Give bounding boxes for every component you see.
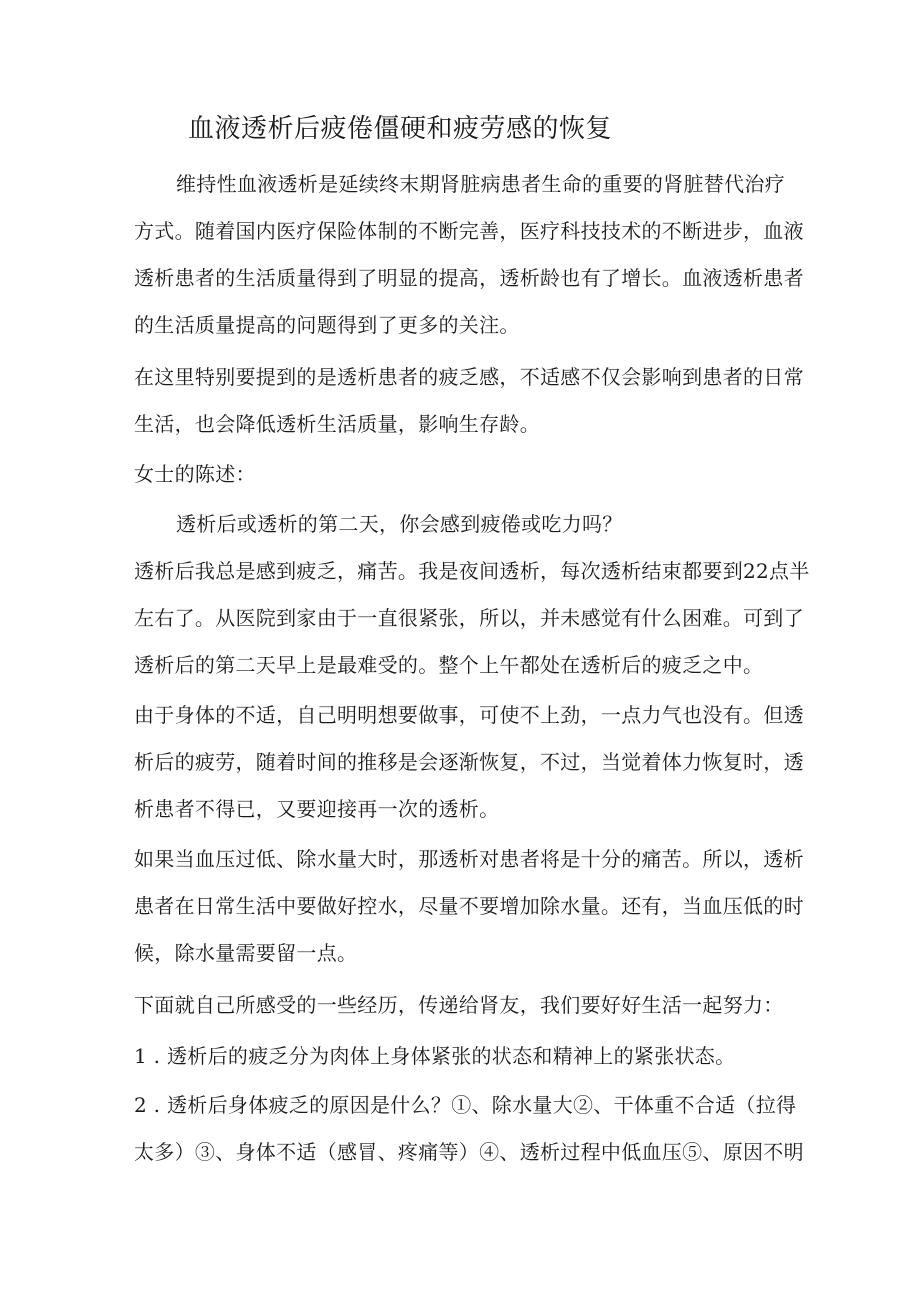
paragraph-line: 在这里特别要提到的是透析患者的疲乏感，不适感不仅会影响到患者的日常 [134, 365, 804, 389]
document-title: 血液透析后疲倦僵硬和疲劳感的恢复 [188, 114, 613, 144]
paragraph-line: 女士的陈述： [134, 462, 256, 486]
paragraph-line: 的生活质量提高的问题得到了更多的关注。 [134, 313, 520, 337]
paragraph-line: 下面就自己所感受的一些经历，传递给肾友，我们要好好生活一起努力： [134, 993, 784, 1017]
paragraph-line: 由于身体的不适，自己明明想要做事，可使不上劲，一点力气也没有。但透 [134, 703, 804, 727]
paragraph-line: 太多）③、身体不适（感冒、疼痛等）④、透析过程中低血压⑤、原因不明 [134, 1140, 804, 1164]
paragraph-line: 生活，也会降低透析生活质量，影响生存龄。 [134, 412, 540, 436]
paragraph-line: 维持性血液透析是延续终末期肾脏病患者生命的重要的肾脏替代治疗 [176, 172, 785, 196]
paragraph-line: 透析后的第二天早上是最难受的。整个上午都处在透析后的疲乏之中。 [134, 653, 764, 677]
paragraph-line: 透析后我总是感到疲乏，痛苦。我是夜间透析，每次透析结束都要到22点半 [134, 559, 810, 583]
paragraph-line: 如果当血压过低、除水量大时，那透析对患者将是十分的痛苦。所以，透析 [134, 847, 804, 871]
question-line: 透析后或透析的第二天，你会感到疲倦或吃力吗？ [176, 512, 623, 536]
paragraph-line: 方式。随着国内医疗保险体制的不断完善，医疗科技技术的不断进步，血液 [134, 219, 804, 243]
paragraph-line: 析后的疲劳，随着时间的推移是会逐渐恢复，不过，当觉着体力恢复时，透 [134, 750, 804, 774]
paragraph-line: 左右了。从医院到家由于一直很紧张，所以，并未感觉有什么困难。可到了 [134, 606, 804, 630]
list-item: 2 . 透析后身体疲乏的原因是什么？①、除水量大②、干体重不合适（拉得 [134, 1093, 797, 1117]
list-item: 1 . 透析后的疲乏分为肉体上身体紧张的状态和精神上的紧张状态。 [134, 1044, 736, 1068]
paragraph-line: 透析患者的生活质量得到了明显的提高，透析龄也有了增长。血液透析患者 [134, 266, 804, 290]
paragraph-line: 析患者不得已，又要迎接再一次的透析。 [134, 797, 500, 821]
paragraph-line: 候，除水量需要留一点。 [134, 941, 358, 965]
paragraph-line: 患者在日常生活中要做好控水，尽量不要增加除水量。还有，当血压低的时 [134, 894, 804, 918]
